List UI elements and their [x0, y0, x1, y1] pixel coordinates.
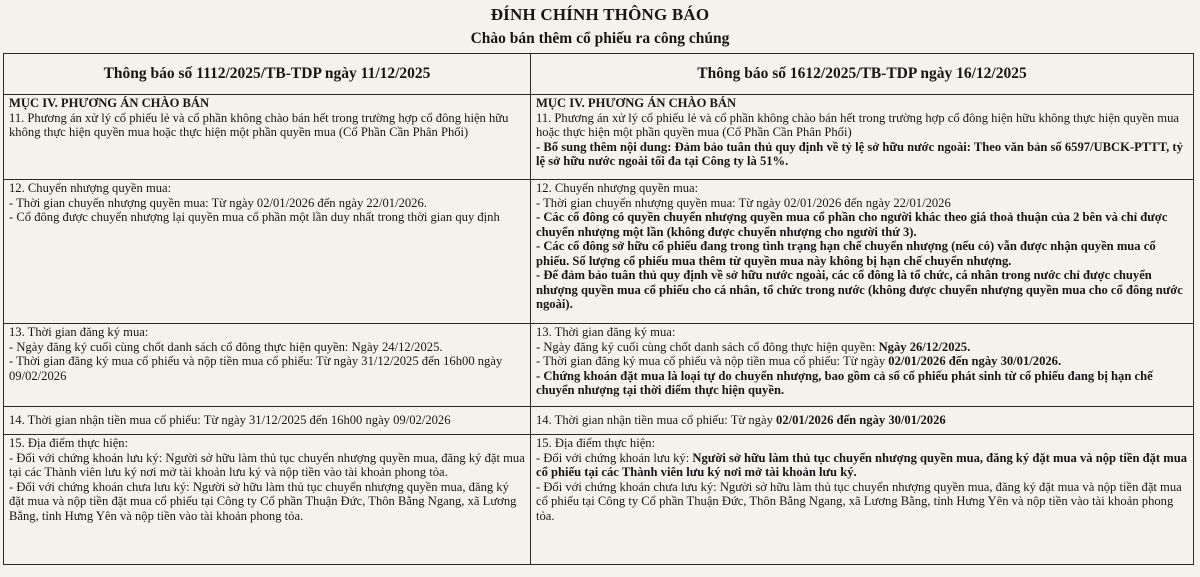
- item-11-text: 11. Phương án xử lý cổ phiếu lẻ và cổ phần không chào bán hết trong trường hợp cổ đông hiện hữu không thực hiện quyền mua hoặc thực hiện một phần quyền mua (Cổ Phần Cần Phân Phối): [9, 110, 509, 139]
- item-12-heading: 12. Chuyển nhượng quyền mua:: [536, 181, 699, 195]
- corrected-cell-item-13: [531, 324, 1194, 407]
- original-cell-item-12: [4, 180, 531, 324]
- item-13-heading: 13. Thời gian đăng ký mua:: [9, 325, 149, 339]
- table-row: [4, 180, 1194, 324]
- comparison-table: [3, 53, 1194, 565]
- item-12-period: - Thời gian chuyển nhượng quyền mua: Từ ngày 02/01/2026 đến ngày 22/01/2026: [536, 195, 951, 210]
- item-15-depository: - Đối với chứng khoán lưu ký: Người sở hữu làm thủ tục chuyển nhượng quyền mua, đăng ký đặt mua và nộp tiền đặt mua cổ phiếu tại các Thành viên lưu ký nơi mở tài khoản lưu ký.: [536, 450, 1188, 479]
- table-row: [4, 95, 1194, 180]
- item-15-depository: - Đối với chứng khoán lưu ký: Người sở hữu làm thủ tục chuyển nhượng quyền mua, đăng ký đặt mua tại các Thành viên lưu ký nơi mở tài khoản lưu ký và nộp tiền vào tài khoản phong tỏa.: [9, 450, 525, 479]
- corrected-cell-item-14: [531, 407, 1194, 435]
- item-13-heading: 13. Thời gian đăng ký mua:: [536, 325, 676, 339]
- item-13-record-date: - Ngày đăng ký cuối cùng chốt danh sách cổ đông thực hiện quyền: Ngày 26/12/2025.: [536, 339, 971, 354]
- original-cell-item-13: [4, 324, 531, 407]
- section-heading: MỤC IV. PHƯƠNG ÁN CHÀO BÁN: [9, 96, 210, 110]
- item-12-rule: - Cổ đông được chuyển nhượng lại quyền mua cổ phần một lần duy nhất trong thời gian quy định: [9, 210, 500, 224]
- corrected-cell-item-15: [531, 435, 1194, 565]
- document-title: ĐÍNH CHÍNH THÔNG BÁO: [490, 5, 710, 24]
- item-14-text: 14. Thời gian nhận tiền mua cổ phiếu: Từ ngày 31/12/2025 đến 16h00 ngày 09/02/2026: [9, 412, 451, 427]
- item-12-foreign-ownership: - Để đảm bảo tuân thủ quy định về sở hữu nước ngoài, các cổ đông là tổ chức, cá nhân trong nước chỉ được chuyển nhượng quyền mua cổ phiếu cho cá nhân, tổ chức trong nước (không được chuyển nhượng quyền mua cho cổ đông nước ngoài).: [536, 268, 1183, 311]
- table-row: [4, 324, 1194, 407]
- column-header-corrected: Thông báo số 1612/2025/TB-TDP ngày 16/12/2025: [531, 54, 1194, 95]
- table-header-row: [4, 54, 1194, 95]
- item-13-free-transfer-note: - Chứng khoán đặt mua là loại tự do chuyển nhượng, bao gồm cả số cổ phiếu phát sinh từ cổ phiếu đang bị hạn chế chuyển nhượng tại thời điểm thực hiện quyền.: [536, 368, 1153, 397]
- item-13-subscription-period: - Thời gian đăng ký mua cổ phiếu và nộp tiền mua cổ phiếu: Từ ngày 31/12/2025 đến 16h00 ngày 09/02/2026: [9, 354, 503, 383]
- table-row: [4, 435, 1194, 565]
- item-11-addition: - Bổ sung thêm nội dung: Đảm bảo tuân thủ quy định về tỷ lệ sở hữu nước ngoài: Theo văn bản số 6597/UBCK-PTTT, tỷ lệ sở hữu nước ngoài tối đa tại Công ty là 51%.: [536, 139, 1183, 168]
- original-cell-section-iv: [4, 95, 531, 180]
- item-14-text: 14. Thời gian nhận tiền mua cổ phiếu: Từ ngày 02/01/2026 đến ngày 30/01/2026: [536, 413, 946, 428]
- item-15-non-depository: - Đối với chứng khoán chưa lưu ký: Người sở hữu làm thủ tục chuyển nhượng quyền mua, đăng ký đặt mua và nộp tiền đặt mua cổ phiếu tại Công ty Cổ phần Thuận Đức, Thôn Bằng Ngang, xã Lương Bằng, tỉnh Hưng Yên và nộp tiền vào tài khoản phong tỏa.: [536, 479, 1182, 523]
- original-cell-item-15: [4, 435, 531, 565]
- item-12-transfer-rule: - Các cổ đông có quyền chuyển nhượng quyền mua cổ phần cho người khác theo giá thoả thuận của 2 bên và chỉ được chuyển nhượng một lần (không được chuyển nhượng cho người thứ 3).: [536, 210, 1168, 239]
- item-12-period: - Thời gian chuyển nhượng quyền mua: Từ ngày 02/01/2026 đến ngày 22/01/2026.: [9, 195, 427, 210]
- corrected-cell-section-iv: [531, 95, 1194, 180]
- item-12-heading: 12. Chuyển nhượng quyền mua:: [9, 181, 172, 195]
- column-header-original: Thông báo số 1112/2025/TB-TDP ngày 11/12/2025: [4, 54, 531, 95]
- item-11-text: 11. Phương án xử lý cổ phiếu lẻ và cổ phần không chào bán hết trong trường hợp cổ đông hiện hữu không thực hiện quyền mua hoặc thực hiện một phần quyền mua (Cổ Phần Cần Phân Phối): [536, 110, 1179, 139]
- item-15-non-depository: - Đối với chứng khoán chưa lưu ký: Người sở hữu làm thủ tục chuyển nhượng quyền mua, đăng ký đặt mua và nộp tiền đặt mua cổ phiếu tại Công ty Cổ phần Thuận Đức, Thôn Bằng Ngang, xã Lương Bằng, tỉnh Hưng Yên và nộp tiền vào tài khoản phong tỏa.: [9, 479, 517, 523]
- original-cell-item-14: [4, 407, 531, 435]
- document-subtitle: Chào bán thêm cổ phiếu ra công chúng: [470, 30, 730, 47]
- table-row: [4, 407, 1194, 435]
- item-15-heading: 15. Địa điểm thực hiện:: [536, 436, 656, 450]
- item-13-record-date: - Ngày đăng ký cuối cùng chốt danh sách cổ đông thực hiện quyền: Ngày 24/12/2025.: [9, 339, 443, 354]
- section-heading: MỤC IV. PHƯƠNG ÁN CHÀO BÁN: [536, 96, 737, 110]
- item-12-restricted-shares: - Các cổ đông sở hữu cổ phiếu đang trong tình trạng hạn chế chuyển nhượng (nếu có) vẫn được nhận quyền mua cổ phiếu. Số lượng cổ phiếu mua thêm từ quyền mua này không bị hạn chế chuyển nhượng.: [536, 239, 1156, 268]
- corrected-cell-item-12: [531, 180, 1194, 324]
- item-13-subscription-period: - Thời gian đăng ký mua cổ phiếu và nộp tiền mua cổ phiếu: Từ ngày 02/01/2026 đến ngày 30/01/2026.: [536, 354, 1062, 368]
- item-15-heading: 15. Địa điểm thực hiện:: [9, 436, 129, 450]
